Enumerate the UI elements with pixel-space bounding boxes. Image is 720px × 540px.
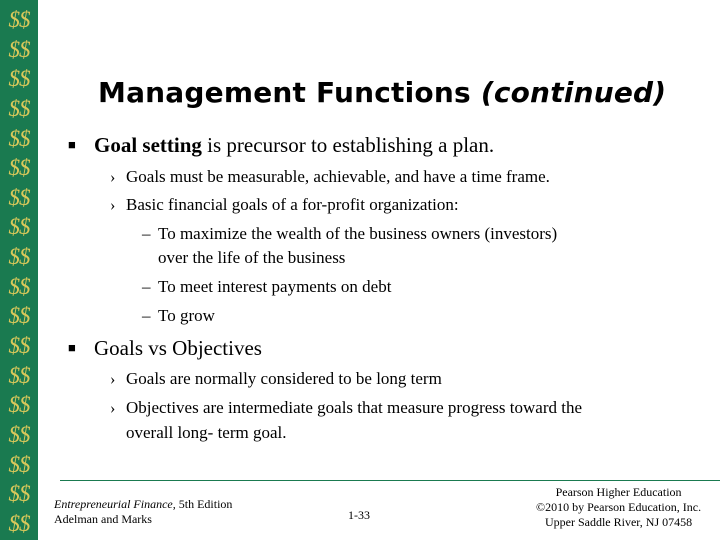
footer-authors: Adelman and Marks <box>54 512 152 526</box>
sidebar-dollar-column <box>0 0 38 540</box>
sub-bullet-long-term-text: Goals are normally considered to be long term <box>126 369 442 388</box>
bullet-goals-vs-objectives-text: Goals vs Objectives <box>94 336 262 360</box>
dollar-sign-icon: $$ <box>8 392 30 418</box>
chevron-bullet-icon: › <box>110 400 116 417</box>
footer-divider <box>60 480 720 481</box>
publisher-copyright: ©2010 by Pearson Education, Inc. <box>536 500 702 514</box>
item-to-grow-text: To grow <box>158 306 215 325</box>
footer-publisher <box>536 485 701 530</box>
dollar-sign-icon: $$ <box>8 7 30 32</box>
dollar-sign-icon: $$ <box>8 36 30 62</box>
dollar-sign-icon: $$ <box>8 421 30 447</box>
dollar-sign-icon: $$ <box>8 184 30 210</box>
item-interest-payments-text: To meet interest payments on debt <box>158 277 392 296</box>
square-bullet-icon: ■ <box>68 340 76 355</box>
dollar-sign-icon: $$ <box>8 155 30 181</box>
sub-bullet-measurable <box>110 167 550 187</box>
sub-bullet-long-term <box>110 369 442 389</box>
square-bullet-icon: ■ <box>68 137 76 152</box>
dollar-sign-icon: $$ <box>8 333 30 359</box>
dollar-sign-icon: $$ <box>8 451 30 477</box>
item-to-grow: – To grow <box>142 306 215 325</box>
dollar-sign-icon: $$ <box>8 66 30 92</box>
dollar-sign-icon: $$ <box>8 244 30 270</box>
dollar-sign-icon: $$ <box>8 95 30 121</box>
dollar-sign-icon: $$ <box>8 273 30 299</box>
sub-bullet-measurable-text: Goals must be measurable, achievable, and have a time frame. <box>126 167 550 186</box>
sidebar-decoration <box>0 0 38 540</box>
dollar-sign-icon: $$ <box>8 303 30 329</box>
item-maximize-wealth-cont: over the life of the business <box>158 248 346 267</box>
sub-bullet-objectives <box>110 398 582 418</box>
dollar-sign-icon: $$ <box>8 125 30 151</box>
chevron-bullet-icon: › <box>110 169 116 186</box>
slide-title <box>98 76 666 109</box>
page-number: 1-33 <box>348 508 370 522</box>
item-interest-payments: – To meet interest payments on debt <box>142 277 392 296</box>
publisher-name: Pearson Higher Education <box>555 485 682 499</box>
item-maximize-wealth-text: To maximize the wealth of the business owners (investors) <box>158 224 558 243</box>
bullet-goal-setting-bold: Goal setting <box>94 133 202 157</box>
footer-book-title: Entrepreneurial Finance, <box>54 497 176 511</box>
dollar-sign-icon: $$ <box>8 481 30 507</box>
sub-bullet-objectives-cont: overall long- term goal. <box>126 423 287 442</box>
dollar-sign-icon: $$ <box>8 510 30 536</box>
sub-bullet-financial-goals-text: Basic financial goals of a for-profit organization: <box>126 195 459 214</box>
slide-title-main: Management Functions <box>98 76 481 109</box>
dollar-sign-icon: $$ <box>8 362 30 388</box>
publisher-address: Upper Saddle River, NJ 07458 <box>544 515 693 529</box>
footer-book-info <box>54 497 232 527</box>
sub-bullet-financial-goals <box>110 195 459 215</box>
item-maximize-wealth: – To maximize the wealth of the business owners (investors) <box>142 224 558 243</box>
slide-title-italic: (continued) <box>480 76 667 109</box>
footer-edition: 5th Edition <box>175 497 233 511</box>
bullet-goal-setting <box>68 133 494 158</box>
bullet-goals-vs-objectives <box>68 336 262 361</box>
dollar-sign-icon: $$ <box>8 214 30 240</box>
sub-bullet-objectives-text: Objectives are intermediate goals that measure progress toward the <box>126 398 582 417</box>
bullet-goal-setting-text: is precursor to establishing a plan. <box>201 133 495 157</box>
chevron-bullet-icon: › <box>110 197 116 214</box>
footer-book-title-line <box>54 497 232 512</box>
chevron-bullet-icon: › <box>110 371 116 388</box>
